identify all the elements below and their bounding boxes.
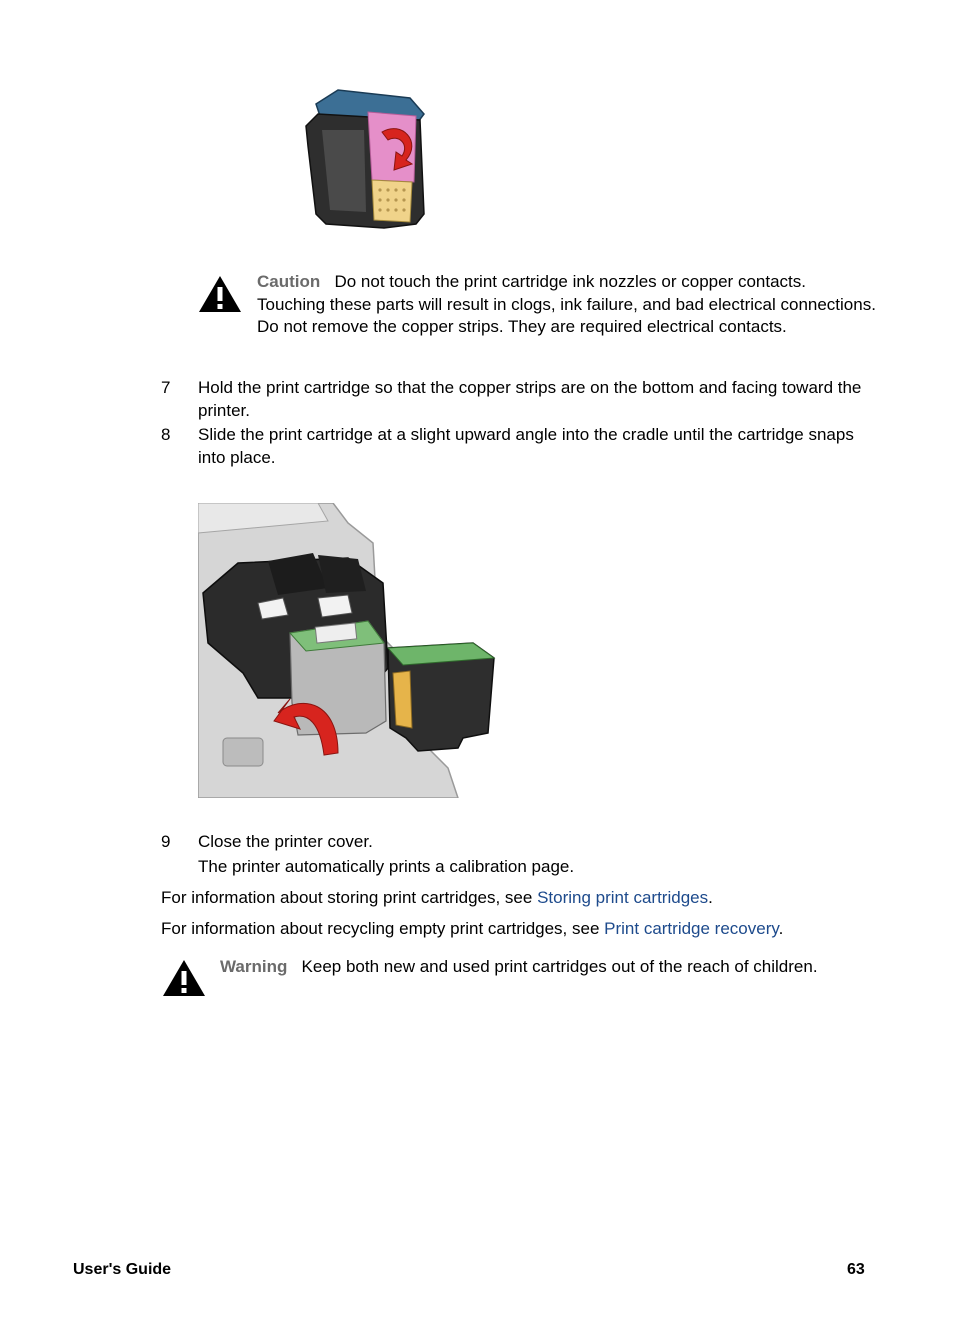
storing-print-cartridges-link[interactable]: Storing print cartridges <box>537 888 709 907</box>
step-text: Close the printer cover. <box>198 832 373 851</box>
storing-suffix: . <box>708 888 713 907</box>
print-cartridge-recovery-link[interactable]: Print cartridge recovery <box>604 919 779 938</box>
storing-paragraph <box>161 887 881 910</box>
storing-prefix: For information about storing print cartridges, see <box>161 888 538 907</box>
warning-text: Keep both new and used print cartridges out of the reach of children. <box>301 957 818 976</box>
caution-label: Caution <box>257 272 321 291</box>
cartridge-insertion-illustration <box>198 503 498 798</box>
recycling-prefix: For information about recycling empty print cartridges, see <box>161 919 605 938</box>
print-cartridge-tape-illustration <box>298 86 432 232</box>
warning-triangle-icon <box>161 958 207 998</box>
step-text: Hold the print cartridge so that the copper strips are on the bottom and facing toward the printer. <box>198 378 862 420</box>
footer-title: User's Guide <box>73 1261 172 1278</box>
step-number: 9 <box>161 832 171 851</box>
warning-triangle-icon <box>197 274 243 314</box>
step-number: 7 <box>161 378 171 397</box>
recycling-suffix: . <box>778 919 784 938</box>
caution-text: Do not touch the print cartridge ink nozzles or copper contacts. Touching these parts will result in clogs, ink failure, and bad electrical connections. Do not remove the copper strips. They are required electrical contacts. <box>257 272 876 336</box>
step-number: 8 <box>161 425 171 444</box>
warning-label: Warning <box>220 957 288 976</box>
caution-note <box>257 271 877 339</box>
warning-note <box>220 956 880 979</box>
page-number: 63 <box>847 1261 865 1278</box>
step-text: Slide the print cartridge at a slight upward angle into the cradle until the cartridge snaps into place. <box>198 425 854 467</box>
step-subtext: The printer automatically prints a calibration page. <box>198 857 575 876</box>
recycling-paragraph <box>161 918 881 941</box>
